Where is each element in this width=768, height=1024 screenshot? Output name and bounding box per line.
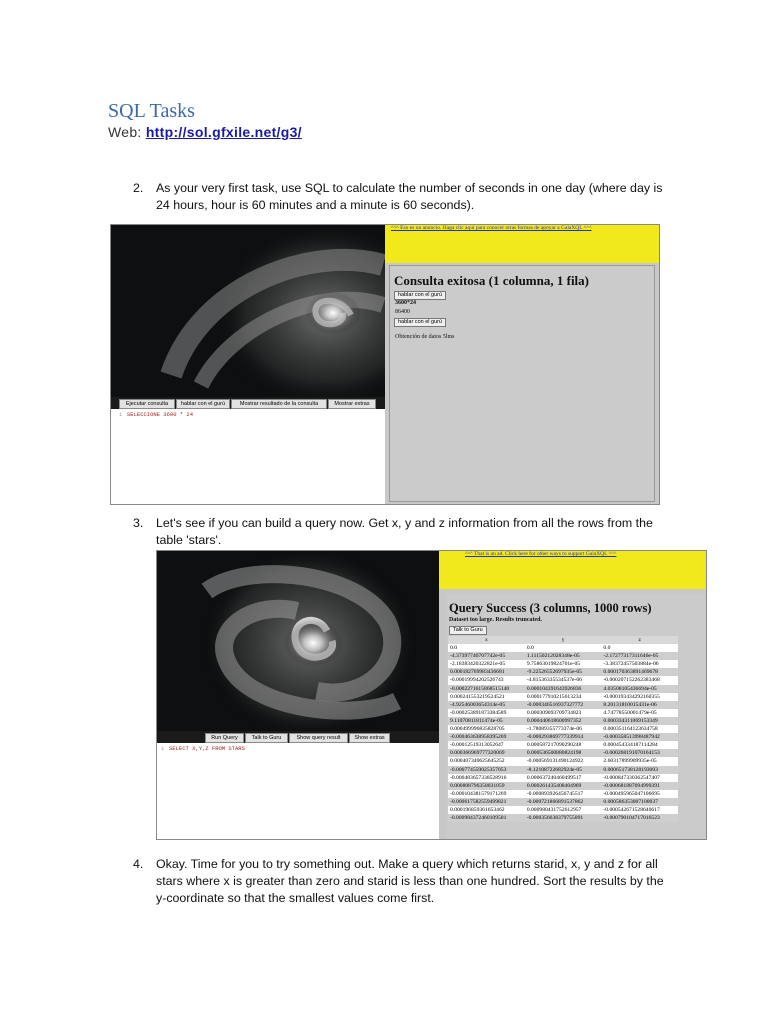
doc-title: SQL Tasks: [108, 100, 195, 122]
show-extras-button[interactable]: Mostrar extras: [328, 399, 376, 409]
web-link[interactable]: http://sol.gfxile.net/g3/: [145, 124, 302, 140]
ad-banner[interactable]: [385, 225, 659, 263]
column-header: 3600*24: [395, 300, 416, 306]
table-cell: 0.000407340625645252: [448, 757, 525, 765]
line-number: 1: [161, 745, 165, 752]
table-row: [448, 701, 678, 709]
table-cell: 0.000586353007100037: [601, 798, 678, 806]
result-panel: [439, 551, 706, 839]
table-cell: -3.38372457503884e-06: [601, 660, 678, 668]
table-cell: -0.000847330362547407: [601, 774, 678, 782]
table-row: [448, 814, 678, 822]
table-cell: -0.000542671528640617: [601, 806, 678, 814]
sql-code[interactable]: SELECCIONE 3600 * 24: [127, 411, 194, 418]
galaxy-image: [157, 551, 439, 731]
table-cell: -0.000463638958395269: [448, 733, 525, 741]
column-header-x: x: [448, 636, 525, 644]
result-area: [389, 265, 655, 502]
button-bar: [111, 397, 385, 409]
galaxy-view: [157, 551, 439, 731]
table-header-row: [448, 636, 678, 644]
table-cell: 4.03508105436694e-05: [601, 685, 678, 693]
table-row: [448, 741, 678, 749]
table-row: [448, 644, 678, 652]
table-cell: -0.000193434292160355: [601, 693, 678, 701]
table-cell: -0.000104381579171269: [448, 790, 525, 798]
table-cell: -0.000253891873384589: [448, 709, 525, 717]
table-cell: 0.0: [525, 644, 602, 652]
table-cell: 0.000536500880824198: [525, 749, 602, 757]
screenshot-spanish: [110, 224, 660, 505]
result-table: [448, 636, 678, 822]
table-cell: 0.000196859361653462: [448, 806, 525, 814]
table-cell: -8.12108722682924e-05: [525, 766, 602, 774]
table-cell: 0.000309093709734823: [525, 709, 602, 717]
task-number: 4.: [133, 857, 144, 871]
task-text: As your very first task, use SQL to calculate the number of seconds in one day (where day is 24 hours, hour is 60 minutes and a minute is 60 seconds).: [156, 181, 663, 212]
table-cell: 0.000351164123634758: [601, 725, 678, 733]
table-cell: -0.000293869777339914: [525, 733, 602, 741]
sql-editor[interactable]: [157, 743, 439, 839]
table-cell: -0.000569131490124922: [525, 757, 602, 765]
table-row: [448, 717, 678, 725]
task-number: 3.: [133, 516, 144, 530]
table-cell: -0.000207152262383468: [601, 676, 678, 684]
table-cell: -2.17277317311646e-05: [601, 652, 678, 660]
table-row: [448, 774, 678, 782]
button-bar: [157, 731, 439, 743]
table-cell: 0.0: [448, 644, 525, 652]
table-cell: -0.000790104717016523: [601, 814, 678, 822]
run-query-button[interactable]: Run Query: [205, 733, 244, 743]
table-cell: -0.0002271615868515140: [448, 685, 525, 693]
table-cell: 8.20131810015431e-06: [601, 701, 678, 709]
screenshot-english: [156, 550, 707, 840]
galaxy-image: [111, 225, 385, 397]
table-cell: 0.000104391643926836: [525, 685, 602, 693]
table-cell: -0.00019994202526743: [448, 676, 525, 684]
table-cell: 2.60317899909935e-05: [601, 757, 678, 765]
result-value: 86400: [395, 309, 410, 315]
table-cell: 0.0: [601, 644, 678, 652]
table-cell: 0.000177910215613234: [525, 693, 602, 701]
line-number: 1: [119, 411, 123, 418]
result-title: Query Success (3 columns, 1000 rows): [449, 601, 652, 615]
ad-banner[interactable]: [439, 551, 706, 589]
table-cell: -0.00012519313052647: [448, 741, 525, 749]
table-cell: 0.000637240460499517: [525, 774, 602, 782]
ad-link[interactable]: ^^^ That is an ad. Click here for other ways to support GalaXQL ^^^: [465, 551, 617, 557]
table-cell: -9.22526552697935e-05: [525, 668, 602, 676]
ad-link[interactable]: ^^^ Eso es un anuncio. Haga clic aquí para conocer otras formas de apoyar a GalaXQL ^^^: [391, 225, 592, 231]
table-cell: -4.81536335534537e-06: [525, 676, 602, 684]
result-area: [447, 594, 706, 839]
talk-guru-button[interactable]: Talk to Guru: [245, 733, 288, 743]
table-cell: 0.000651738128193003: [601, 766, 678, 774]
result-panel: [385, 225, 659, 504]
table-cell: 0.000454334187114284: [601, 741, 678, 749]
table-row: [448, 676, 678, 684]
table-row: [448, 725, 678, 733]
result-rows: [448, 644, 678, 822]
sql-code[interactable]: SELECT X,Y,Z FROM STARS: [169, 745, 245, 752]
table-cell: 0.000587217090290248: [525, 741, 602, 749]
table-row: [448, 660, 678, 668]
table-cell: -2.18383420322821e-05: [448, 660, 525, 668]
table-row: [448, 652, 678, 660]
table-cell: -0.000681887094999391: [601, 782, 678, 790]
table-cell: -0.000356638379755891: [525, 814, 602, 822]
table-cell: -0.000984372460109501: [448, 814, 525, 822]
timing-text: Obtención de datos 5lms: [395, 334, 455, 340]
table-cell: -4.37397740707742e-05: [448, 652, 525, 660]
show-result-button[interactable]: Show query result: [289, 733, 348, 743]
table-cell: -0.000483657338528916: [448, 774, 525, 782]
column-header-z: z: [601, 636, 678, 644]
table-row: [448, 709, 678, 717]
task-text: Let's see if you can build a query now. Get x, y and z information from all the rows from the table 'stars'.: [156, 516, 653, 547]
table-cell: -1.78089355773374e-06: [525, 725, 602, 733]
show-result-button[interactable]: Mostrar resultado de la consulta: [231, 399, 327, 409]
run-query-button[interactable]: Ejecutar consulta: [119, 399, 175, 409]
galaxy-view: [111, 225, 385, 397]
guru-button[interactable]: hablar con el gurú: [394, 291, 446, 300]
table-cell: -0.000358513998487942: [601, 733, 678, 741]
table-row: [448, 798, 678, 806]
table-row: [448, 782, 678, 790]
table-cell: -0.000774559025357053: [448, 766, 525, 774]
table-cell: -0.000721866891537862: [525, 798, 602, 806]
task-number: 2.: [133, 181, 144, 195]
table-row: [448, 749, 678, 757]
guru-button[interactable]: Talk to Guru: [449, 626, 487, 635]
sql-editor[interactable]: [111, 409, 385, 504]
table-cell: 9.75863019824701e-05: [525, 660, 602, 668]
table-cell: -4.92546003654314e-05: [448, 701, 525, 709]
table-cell: 0.000499996835828705: [448, 725, 525, 733]
table-cell: -0.000495965047106695: [601, 790, 678, 798]
column-header-y: y: [525, 636, 602, 644]
table-cell: -0.000346516937327772: [525, 701, 602, 709]
table-cell: 0.000808796358031059: [448, 782, 525, 790]
table-cell: 0.000170363891469678: [601, 668, 678, 676]
talk-guru-button[interactable]: hablar con el gurú: [176, 399, 230, 409]
table-row: [448, 806, 678, 814]
task-text: Okay. Time for you to try something out. Make a query which returns starid, x, y and z for all stars where x is greater than zero and starid is less than one hundred. Sort the results by the y-coordinate so that the smallest values come first.: [156, 857, 664, 905]
table-row: [448, 733, 678, 741]
table-row: [448, 685, 678, 693]
result-title: Consulta exitosa (1 columna, 1 fila): [394, 273, 589, 288]
table-cell: 0.000182769983436681: [448, 668, 525, 676]
table-cell: -0.000893926456745517: [525, 790, 602, 798]
guru-button-2[interactable]: hablar con el gurú: [394, 318, 446, 327]
table-cell: 9.11070811811474e-05: [448, 717, 525, 725]
truncated-note: Dataset too large. Results truncated.: [449, 617, 542, 623]
table-cell: 1.11150212028348e-05: [525, 652, 602, 660]
table-cell: 0.000334311069153349: [601, 717, 678, 725]
table-cell: -0.000268191070164153: [601, 749, 678, 757]
table-row: [448, 693, 678, 701]
table-row: [448, 766, 678, 774]
table-cell: -0.000617582559499821: [448, 798, 525, 806]
web-label: Web:: [108, 124, 146, 140]
table-cell: 0.000440618600997352: [525, 717, 602, 725]
show-extras-button[interactable]: Show extras: [349, 733, 390, 743]
table-cell: 0.000261435408404969: [525, 782, 602, 790]
table-cell: 4.74778550001479e-05: [601, 709, 678, 717]
table-cell: 0.000366969777320069: [448, 749, 525, 757]
table-row: [448, 790, 678, 798]
table-cell: 0.000980431752612957: [525, 806, 602, 814]
table-row: [448, 668, 678, 676]
table-row: [448, 757, 678, 765]
table-cell: 0.000241553219524521: [448, 693, 525, 701]
web-line: [108, 124, 302, 140]
